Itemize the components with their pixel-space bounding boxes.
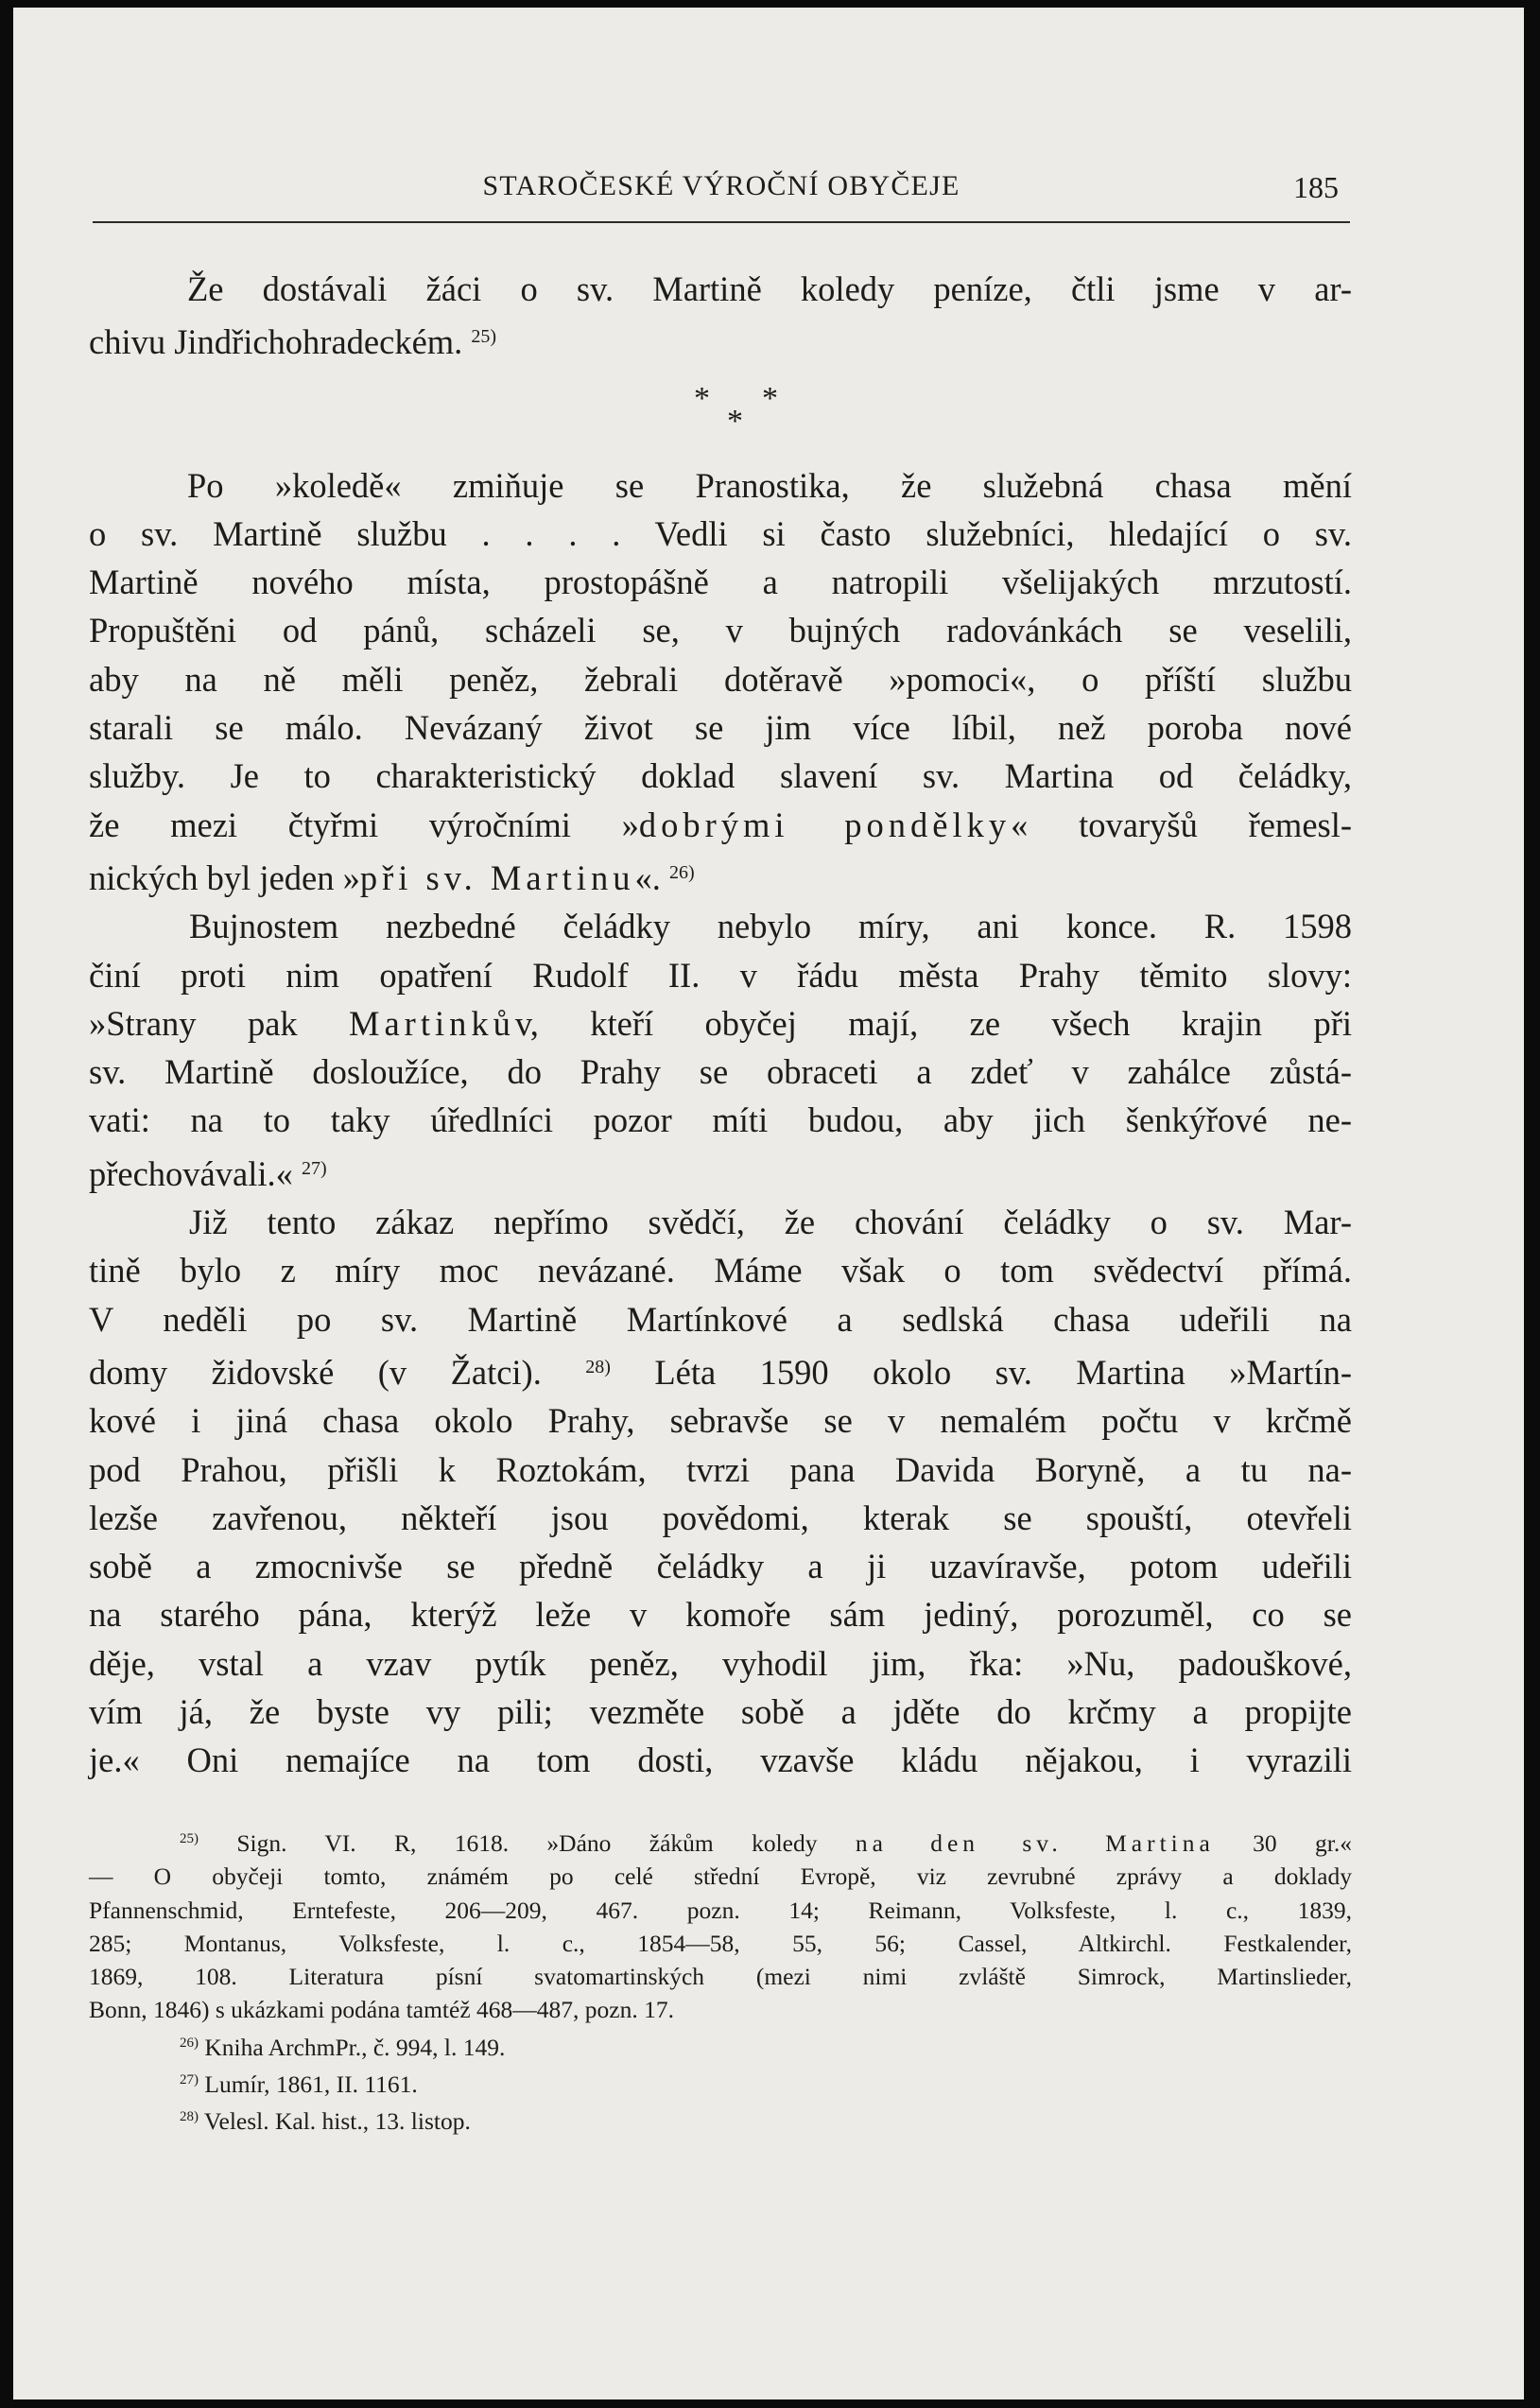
paragraph-3-line: sv. Martině dosloužíce, do Prahy se obraceti a zdeť v zahálce zůstá- [89,1052,1352,1092]
text: v, kteří obyčej mají, ze všech krajin při [514,1003,1352,1043]
footnote-27 [89,2064,1352,2101]
header-rule [93,221,1350,223]
paragraph-2-line [89,801,1352,849]
footnote-25 [89,1823,1352,1860]
spaced-emphasis: Martinků [349,1003,515,1043]
footnote-28 [89,2101,1352,2138]
text: Sign. VI. R, 1618. »Dáno žákům koledy [199,1829,856,1857]
paragraph-2-line: Propuštěni od pánů, scházeli se, v bujných radovánkách se veselili, [89,611,1352,650]
asterisk: * [727,403,743,439]
footnote-ref-26: 26) [668,861,695,883]
text: že mezi čtyřmi výročními » [89,805,639,844]
paragraph-1-line-1: Že dostávali žáci o sv. Martině koledy peníze, čtli jsme v ar- [187,269,1352,308]
text: Léta 1590 okolo sv. Martina »Martín- [610,1352,1352,1392]
text: domy židovské (v Žatci). [89,1352,542,1392]
paragraph-3-line: činí proti nim opatření Rudolf II. v řádu města Prahy těmito slovy: [89,955,1352,995]
paragraph-3-line [89,1145,1352,1198]
paragraph-3-line: Bujnostem nezbedné čeládky nebylo míry, ani konce. R. 1598 [189,907,1352,946]
footnote-ref-28: 28) [585,1356,611,1377]
text: Velesl. Kal. hist., 13. listop. [199,2107,471,2136]
text: Lumír, 1861, II. 1161. [199,2070,418,2099]
footnote-26 [89,2027,1352,2064]
footnote-ref-27: 27) [302,1157,327,1179]
main-text [89,265,1352,1785]
paragraph-2-line: o sv. Martině službu . . . . Vedli si často služebníci, hledající o sv. [89,513,1352,553]
text: 30 gr.« [1214,1829,1352,1857]
paragraph-4-line: pod Prahou, přišli k Roztokám, tvrzi pana Davida Boryně, a tu na- [89,1449,1352,1489]
paragraph-4-line: je.« Oni nemajíce na tom dosti, vzavše kládu nějakou, i vyrazili [89,1741,1352,1780]
running-title: STAROČESKÉ VÝROČNÍ OBYČEJE [482,170,960,201]
section-separator [89,367,1352,461]
paragraph-2-line: starali se málo. Nevázaný život se jim více líbil, než poroba nové [89,708,1352,748]
footnote-25-line: Bonn, 1846) s ukázkami podána tamtéž 468—487, pozn. 17. [89,1996,674,2024]
paragraph-1-line-2 [89,313,1352,366]
asterisk: * [694,380,710,416]
page-header [96,165,1346,212]
text: « tovaryšů řemesl- [1011,805,1353,844]
paragraph-3-line: vati: na to taky úředlníci pozor míti budou, aby jich šenkýřové ne- [89,1100,1352,1140]
paragraph-4-line: tině bylo z míry moc nevázané. Máme však o tom svědectví přímá. [89,1251,1352,1291]
text: přechovávali.« [89,1153,293,1193]
paragraph-2-line: služby. Je to charakteristický doklad slavení sv. Martina od čeládky, [89,756,1352,796]
spaced-emphasis: při sv. Martinu [359,858,635,897]
book-page [13,8,1524,2399]
footnote-25-line: 285; Montanus, Volksfeste, l. c., 1854—58, 55, 56; Cassel, Altkirchl. Festkalender, [89,1929,1352,1957]
paragraph-2-line [89,849,1352,902]
paragraph-2-line: Po »koledě« zmiňuje se Pranostika, že služebná chasa mění [187,465,1352,505]
paragraph-4-line: lezše zavřenou, někteří jsou povědomi, kterak se spouští, otevřeli [89,1498,1352,1537]
footnote-marker: 25) [180,1831,199,1846]
footnote-25-line: Pfannenschmid, Erntefeste, 206—209, 467. pozn. 14; Reimann, Volksfeste, l. c., 1839, [89,1896,1352,1924]
footnote-ref-25: 25) [471,326,497,348]
text: chivu Jindřichohradeckém. [89,322,463,362]
asterisk: * [762,380,778,416]
footnote-25-line: — O obyčeji tomto, známém po celé střední Evropě, viz zevrubné zprávy a doklady [89,1862,1352,1891]
text: »Strany pak [89,1003,350,1043]
paragraph-2-line: aby na ně měli peněz, žebrali dotěravě »pomoci«, o příští službu [89,659,1352,699]
paragraph-4-line: děje, vstal a vzav pytík peněz, vyhodil jim, řka: »Nu, padouškové, [89,1643,1352,1683]
paragraph-4-line: vím já, že byste vy pili; vezměte sobě a jděte do krčmy a propijte [89,1692,1352,1732]
page-number: 185 [1293,170,1339,204]
footnote-marker: 27) [180,2072,199,2088]
footnote-marker: 28) [180,2109,199,2125]
paragraph-4-line: kové i jiná chasa okolo Prahy, sebravše se v nemalém počtu v krčmě [89,1401,1352,1441]
spaced-emphasis: na den sv. Martina [855,1829,1215,1857]
text: Kniha ArchmPr., č. 994, l. 149. [199,2033,506,2061]
footnote-marker: 26) [180,2035,199,2051]
paragraph-3-line [89,999,1352,1048]
paragraph-4-line: Již tento zákaz nepřímo svědčí, že chování čeládky o sv. Mar- [189,1203,1352,1242]
paragraph-4-line [89,1343,1352,1396]
paragraph-4-line: V neděli po sv. Martině Martínkové a sedlská chasa udeřili na [89,1299,1352,1339]
spaced-emphasis: dobrými pondělky [638,805,1012,844]
text: «. [634,858,661,897]
footnotes [89,1823,1352,2139]
paragraph-2-line: Martině nového místa, prostopášně a natropili všelijakých mrzutostí. [89,563,1352,602]
footnote-25-line: 1869, 108. Literatura písní svatomartinských (mezi nimi zvláště Simrock, Martinslieder, [89,1963,1352,1991]
paragraph-4-line: sobě a zmocnivše se předně čeládky a ji uzavíravše, potom udeřili [89,1547,1352,1586]
text: nických byl jeden » [89,858,360,897]
paragraph-4-line: na starého pána, kterýž leže v komoře sám jediný, porozuměl, co se [89,1595,1352,1635]
